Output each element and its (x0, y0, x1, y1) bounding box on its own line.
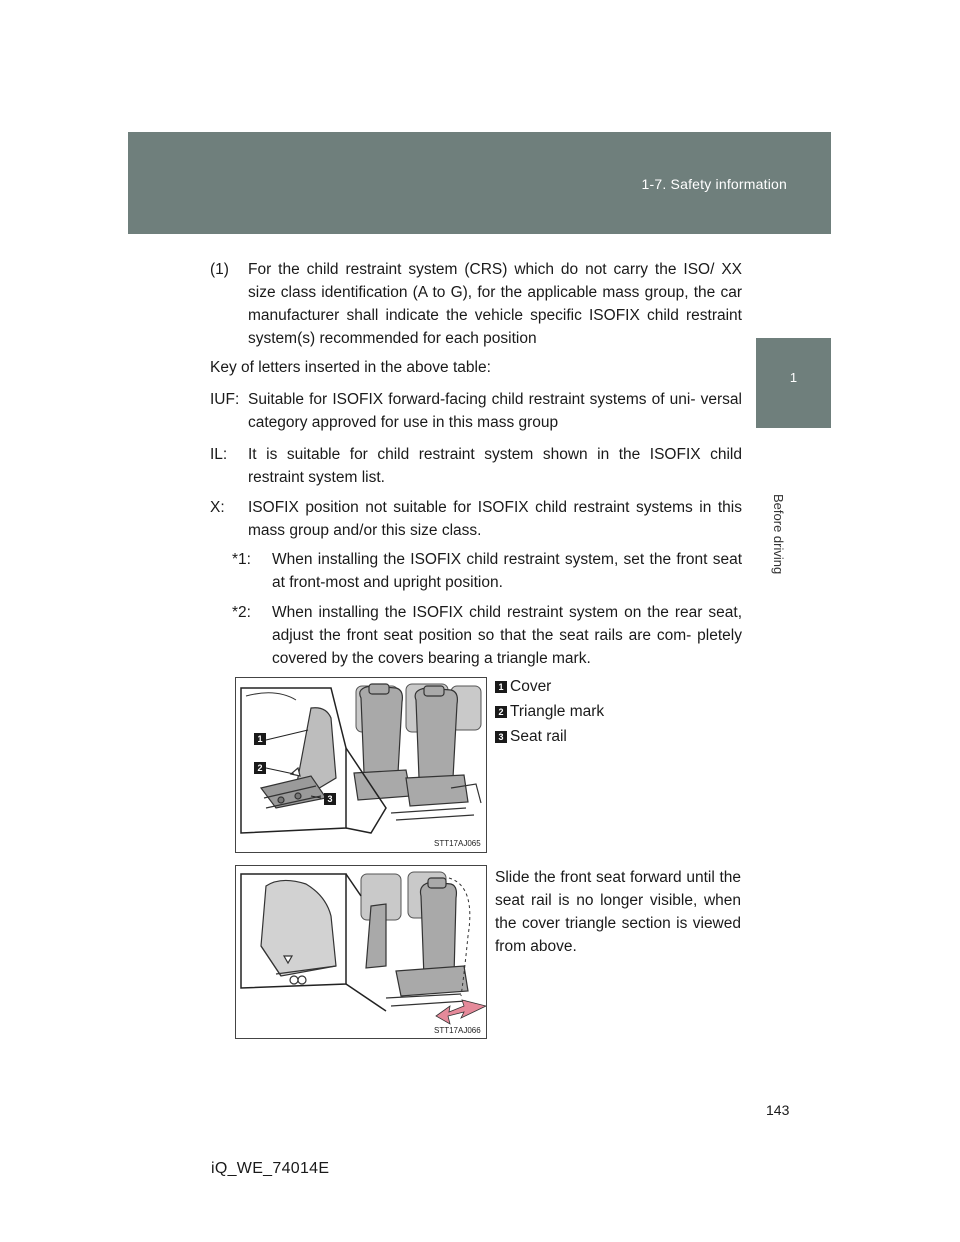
figure-1-code: STT17AJ065 (434, 839, 481, 848)
section-header (128, 132, 831, 234)
page-number: 143 (766, 1102, 790, 1118)
chapter-label-container (771, 430, 804, 575)
legend-number-1: 1 (495, 681, 507, 693)
note-1 (210, 258, 742, 350)
chapter-label: Before driving (771, 494, 786, 575)
callout-3 (324, 793, 336, 805)
callout-2 (254, 762, 266, 774)
forward-arrow-icon (436, 1000, 486, 1024)
key-iuf-label: IUF: (210, 391, 240, 408)
seat-illustration-1 (236, 678, 486, 852)
legend-label-seat-rail: Seat rail (510, 728, 567, 745)
footnote-2-text: When installing the ISOFIX child restraint system on the rear seat, adjust the front seat position so that the seat rails are com- pletely covered by the covers bearing a triangle mark. (272, 604, 742, 667)
legend-number-2: 2 (495, 706, 507, 718)
key-x-text: ISOFIX position not suitable for ISOFIX child restraint systems in this mass group and/or this size class. (248, 499, 742, 539)
figure-2-description: Slide the front seat forward until the seat rail is no longer visible, when the cover triangle section is viewed from above. (495, 869, 741, 955)
document-id: iQ_WE_74014E (211, 1160, 330, 1177)
svg-text:3: 3 (327, 794, 333, 804)
legend-item-triangle-mark (495, 699, 604, 724)
footnote-1 (232, 548, 742, 594)
figure-2-code: STT17AJ066 (434, 1026, 481, 1035)
callout-1 (254, 733, 266, 745)
key-heading: Key of letters inserted in the above table: (210, 359, 491, 376)
key-il (210, 443, 742, 489)
figure-1-legend (495, 674, 604, 749)
legend-item-seat-rail (495, 724, 604, 749)
note-1-label: (1) (210, 261, 229, 278)
legend-number-3: 3 (495, 731, 507, 743)
section-title: 1-7. Safety information (641, 176, 787, 192)
key-iuf-text: Suitable for ISOFIX forward-facing child restraint systems of uni- versal category approved for use in this mass group (248, 391, 742, 431)
footnote-2-label: *2: (232, 604, 251, 621)
key-il-text: It is suitable for child restraint system shown in the ISOFIX child restraint system list. (248, 446, 742, 486)
key-iuf (210, 388, 742, 434)
legend-label-triangle-mark: Triangle mark (510, 703, 605, 720)
svg-text:1: 1 (257, 734, 263, 744)
footnote-2 (232, 601, 742, 670)
key-x (210, 496, 742, 542)
legend-label-cover: Cover (510, 678, 552, 695)
legend-item-cover (495, 674, 604, 699)
chapter-number: 1 (789, 370, 798, 385)
footnote-1-label: *1: (232, 551, 251, 568)
figure-slide-seat-forward (235, 865, 487, 1039)
figure-seat-rail-cover (235, 677, 487, 853)
note-1-text: For the child restraint system (CRS) which do not carry the ISO/ XX size class identification (A to G), for the applicable mass group, the car manufacturer shall indicate the vehicle specific ISOFIX child restraint system(s) recommended for each position (248, 261, 742, 347)
svg-text:2: 2 (257, 763, 263, 773)
key-il-label: IL: (210, 446, 228, 463)
seat-illustration-2 (236, 866, 486, 1038)
chapter-tab[interactable] (756, 338, 831, 428)
footnote-1-text: When installing the ISOFIX child restraint system, set the front seat at front-most and upright position. (272, 551, 742, 591)
key-x-label: X: (210, 499, 225, 516)
